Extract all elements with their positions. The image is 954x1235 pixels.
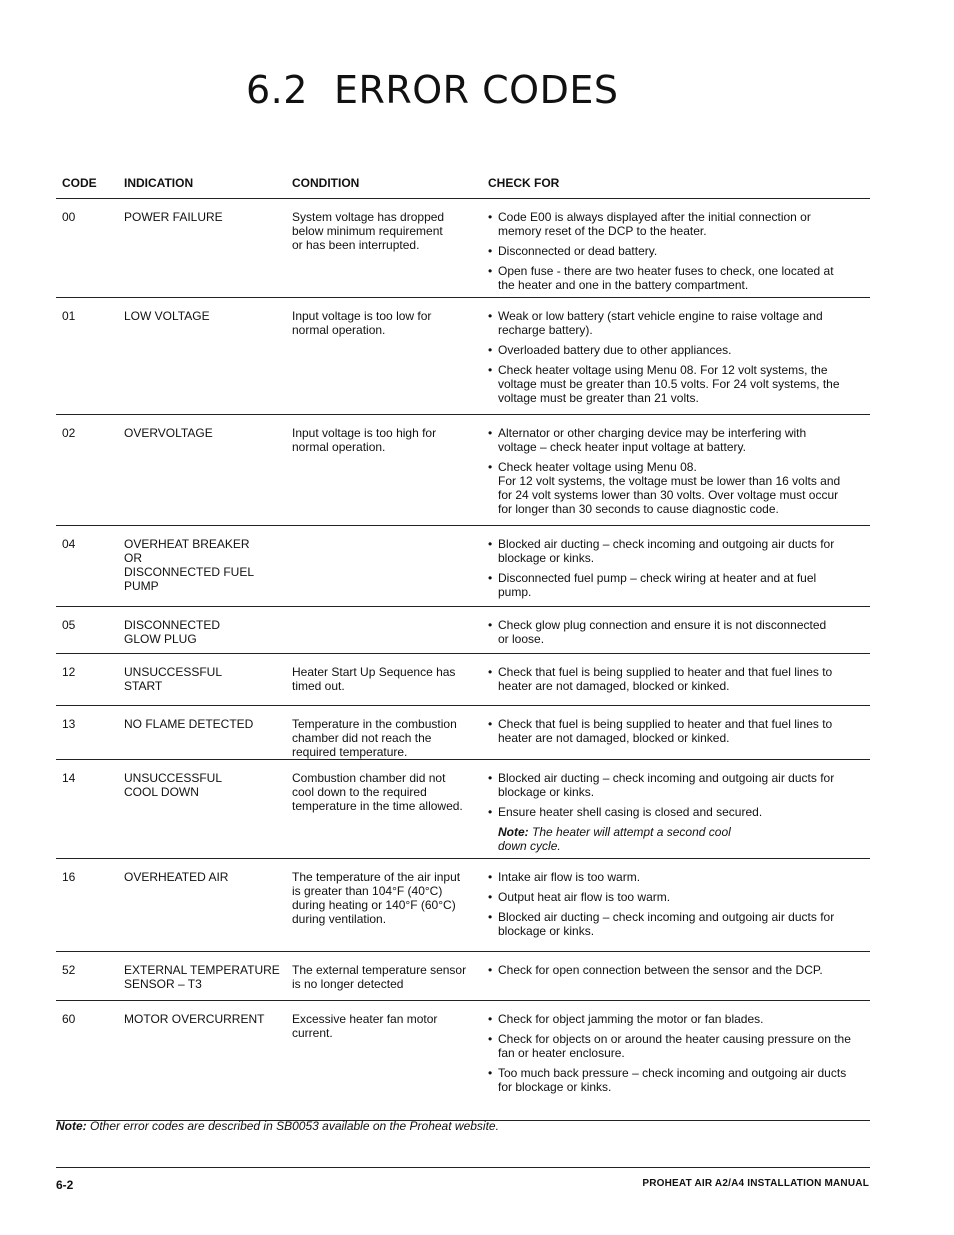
error-code: 05 — [62, 618, 76, 632]
condition: The temperature of the air input is greater than 104°F (40°C) during heating or 140°F (60°C) during ventilation. — [292, 870, 461, 926]
check-for-list — [488, 618, 868, 652]
check-item: • Blocked air ducting – check incoming and outgoing air ducts for blockage or kinks. — [488, 910, 868, 938]
indication: OVERHEATED AIR — [124, 870, 229, 884]
check-item: • Disconnected fuel pump – check wiring at heater and at fuel pump. — [488, 571, 868, 599]
row-note — [488, 825, 868, 853]
check-item: • Output heat air flow is too warm. — [488, 890, 868, 904]
check-item: • Check glow plug connection and ensure it is not disconnected or loose. — [488, 618, 868, 646]
check-item: • Check for open connection between the sensor and the DCP. — [488, 963, 868, 977]
check-for-list — [488, 1012, 868, 1100]
table-row — [56, 199, 870, 298]
table-row — [56, 298, 870, 415]
table-row — [56, 760, 870, 859]
condition: Heater Start Up Sequence has timed out. — [292, 665, 456, 693]
page-title — [246, 68, 618, 112]
check-item: • Disconnected or dead battery. — [488, 244, 868, 258]
error-code: 01 — [62, 309, 76, 323]
page-number: 6-2 — [56, 1178, 74, 1192]
check-for-list — [488, 771, 868, 853]
error-code: 12 — [62, 665, 76, 679]
manual-title: PROHEAT AIR A2/A4 INSTALLATION MANUAL — [642, 1178, 869, 1189]
check-for-list — [488, 537, 868, 605]
check-item: • Intake air flow is too warm. — [488, 870, 868, 884]
error-code: 04 — [62, 537, 76, 551]
error-codes-table — [56, 170, 870, 1121]
check-item: • Too much back pressure – check incoming and outgoing air ducts for blockage or kinks. — [488, 1066, 868, 1094]
table-row — [56, 607, 870, 654]
error-code: 60 — [62, 1012, 76, 1026]
condition: Excessive heater fan motor current. — [292, 1012, 438, 1040]
check-item: • Blocked air ducting – check incoming and outgoing air ducts for blockage or kinks. — [488, 771, 868, 799]
condition: Combustion chamber did not cool down to the required temperature in the time allowed. — [292, 771, 463, 813]
check-item: • Code E00 is always displayed after the initial connection or memory reset of the DCP to the heater. — [488, 210, 868, 238]
error-code: 52 — [62, 963, 76, 977]
check-for-list — [488, 963, 868, 983]
indication: DISCONNECTED GLOW PLUG — [124, 618, 221, 646]
indication: OVERHEAT BREAKER OR DISCONNECTED FUEL PUMP — [124, 537, 255, 593]
error-code: 02 — [62, 426, 76, 440]
check-item: • Check for objects on or around the heater causing pressure on the fan or heater enclosure. — [488, 1032, 868, 1060]
bottom-note-text: Other error codes are described in SB0053 available on the Proheat website. — [90, 1119, 499, 1133]
check-item: • Alternator or other charging device may be interfering with voltage – check heater input voltage at battery. — [488, 426, 868, 454]
indication: NO FLAME DETECTED — [124, 717, 254, 731]
table-row — [56, 706, 870, 760]
check-item: • Check for object jamming the motor or fan blades. — [488, 1012, 868, 1026]
table-header — [56, 170, 870, 199]
table-body — [56, 199, 870, 1121]
error-code: 00 — [62, 210, 76, 224]
check-item: • Check heater voltage using Menu 08. For 12 volt systems, the voltage must be lower than 16 volts and for 24 volt systems lower than 30 volts. Over voltage must occur for longer than 30 seconds to cause diagnostic code. — [488, 460, 868, 516]
error-code: 16 — [62, 870, 76, 884]
condition: Input voltage is too high for normal operation. — [292, 426, 437, 454]
condition: Temperature in the combustion chamber did not reach the required temperature. — [292, 717, 457, 759]
row-note-label: Note: — [498, 825, 529, 839]
check-for-list — [488, 717, 868, 751]
header-condition: CONDITION — [292, 176, 360, 190]
check-for-list — [488, 210, 868, 298]
indication: POWER FAILURE — [124, 210, 223, 224]
check-for-list — [488, 870, 868, 944]
table-row — [56, 415, 870, 526]
indication: EXTERNAL TEMPERATURE SENSOR – T3 — [124, 963, 280, 991]
bottom-note — [56, 1119, 499, 1133]
header-indication: INDICATION — [124, 176, 194, 190]
error-code: 13 — [62, 717, 76, 731]
check-item: • Overloaded battery due to other appliances. — [488, 343, 868, 357]
footer-divider — [56, 1167, 870, 1168]
table-row — [56, 952, 870, 1001]
check-for-list — [488, 309, 868, 411]
check-item: • Check heater voltage using Menu 08. For 12 volt systems, the voltage must be greater than 10.5 volts. For 24 volt systems, the voltage must be greater than 21 volts. — [488, 363, 868, 405]
check-item: • Ensure heater shell casing is closed and secured. — [488, 805, 868, 819]
condition: System voltage has dropped below minimum requirement or has been interrupted. — [292, 210, 445, 252]
indication: UNSUCCESSFUL START — [124, 665, 223, 693]
check-item: • Weak or low battery (start vehicle engine to raise voltage and recharge battery). — [488, 309, 868, 337]
check-item: • Open fuse - there are two heater fuses to check, one located at the heater and one in the battery compartment. — [488, 264, 868, 292]
condition: Input voltage is too low for normal operation. — [292, 309, 432, 337]
table-row — [56, 859, 870, 952]
check-for-list — [488, 426, 868, 522]
check-item: • Check that fuel is being supplied to heater and that fuel lines to heater are not damaged, blocked or kinked. — [488, 717, 868, 745]
table-row — [56, 526, 870, 607]
header-check-for: CHECK FOR — [488, 176, 560, 190]
table-row — [56, 654, 870, 706]
check-for-list — [488, 665, 868, 699]
indication: MOTOR OVERCURRENT — [124, 1012, 265, 1026]
header-code: CODE — [62, 176, 97, 190]
section-title: ERROR CODES — [333, 68, 619, 112]
check-item: • Check that fuel is being supplied to heater and that fuel lines to heater are not damaged, blocked or kinked. — [488, 665, 868, 693]
condition: The external temperature sensor is no longer detected — [292, 963, 467, 991]
row-note-text: The heater will attempt a second cool down cycle. — [498, 825, 731, 853]
bottom-note-label: Note: — [56, 1119, 87, 1133]
error-code: 14 — [62, 771, 76, 785]
indication: LOW VOLTAGE — [124, 309, 210, 323]
indication: UNSUCCESSFUL COOL DOWN — [124, 771, 223, 799]
indication: OVERVOLTAGE — [124, 426, 213, 440]
table-row — [56, 1001, 870, 1121]
check-item: • Blocked air ducting – check incoming and outgoing air ducts for blockage or kinks. — [488, 537, 868, 565]
section-number: 6.2 — [246, 68, 308, 112]
